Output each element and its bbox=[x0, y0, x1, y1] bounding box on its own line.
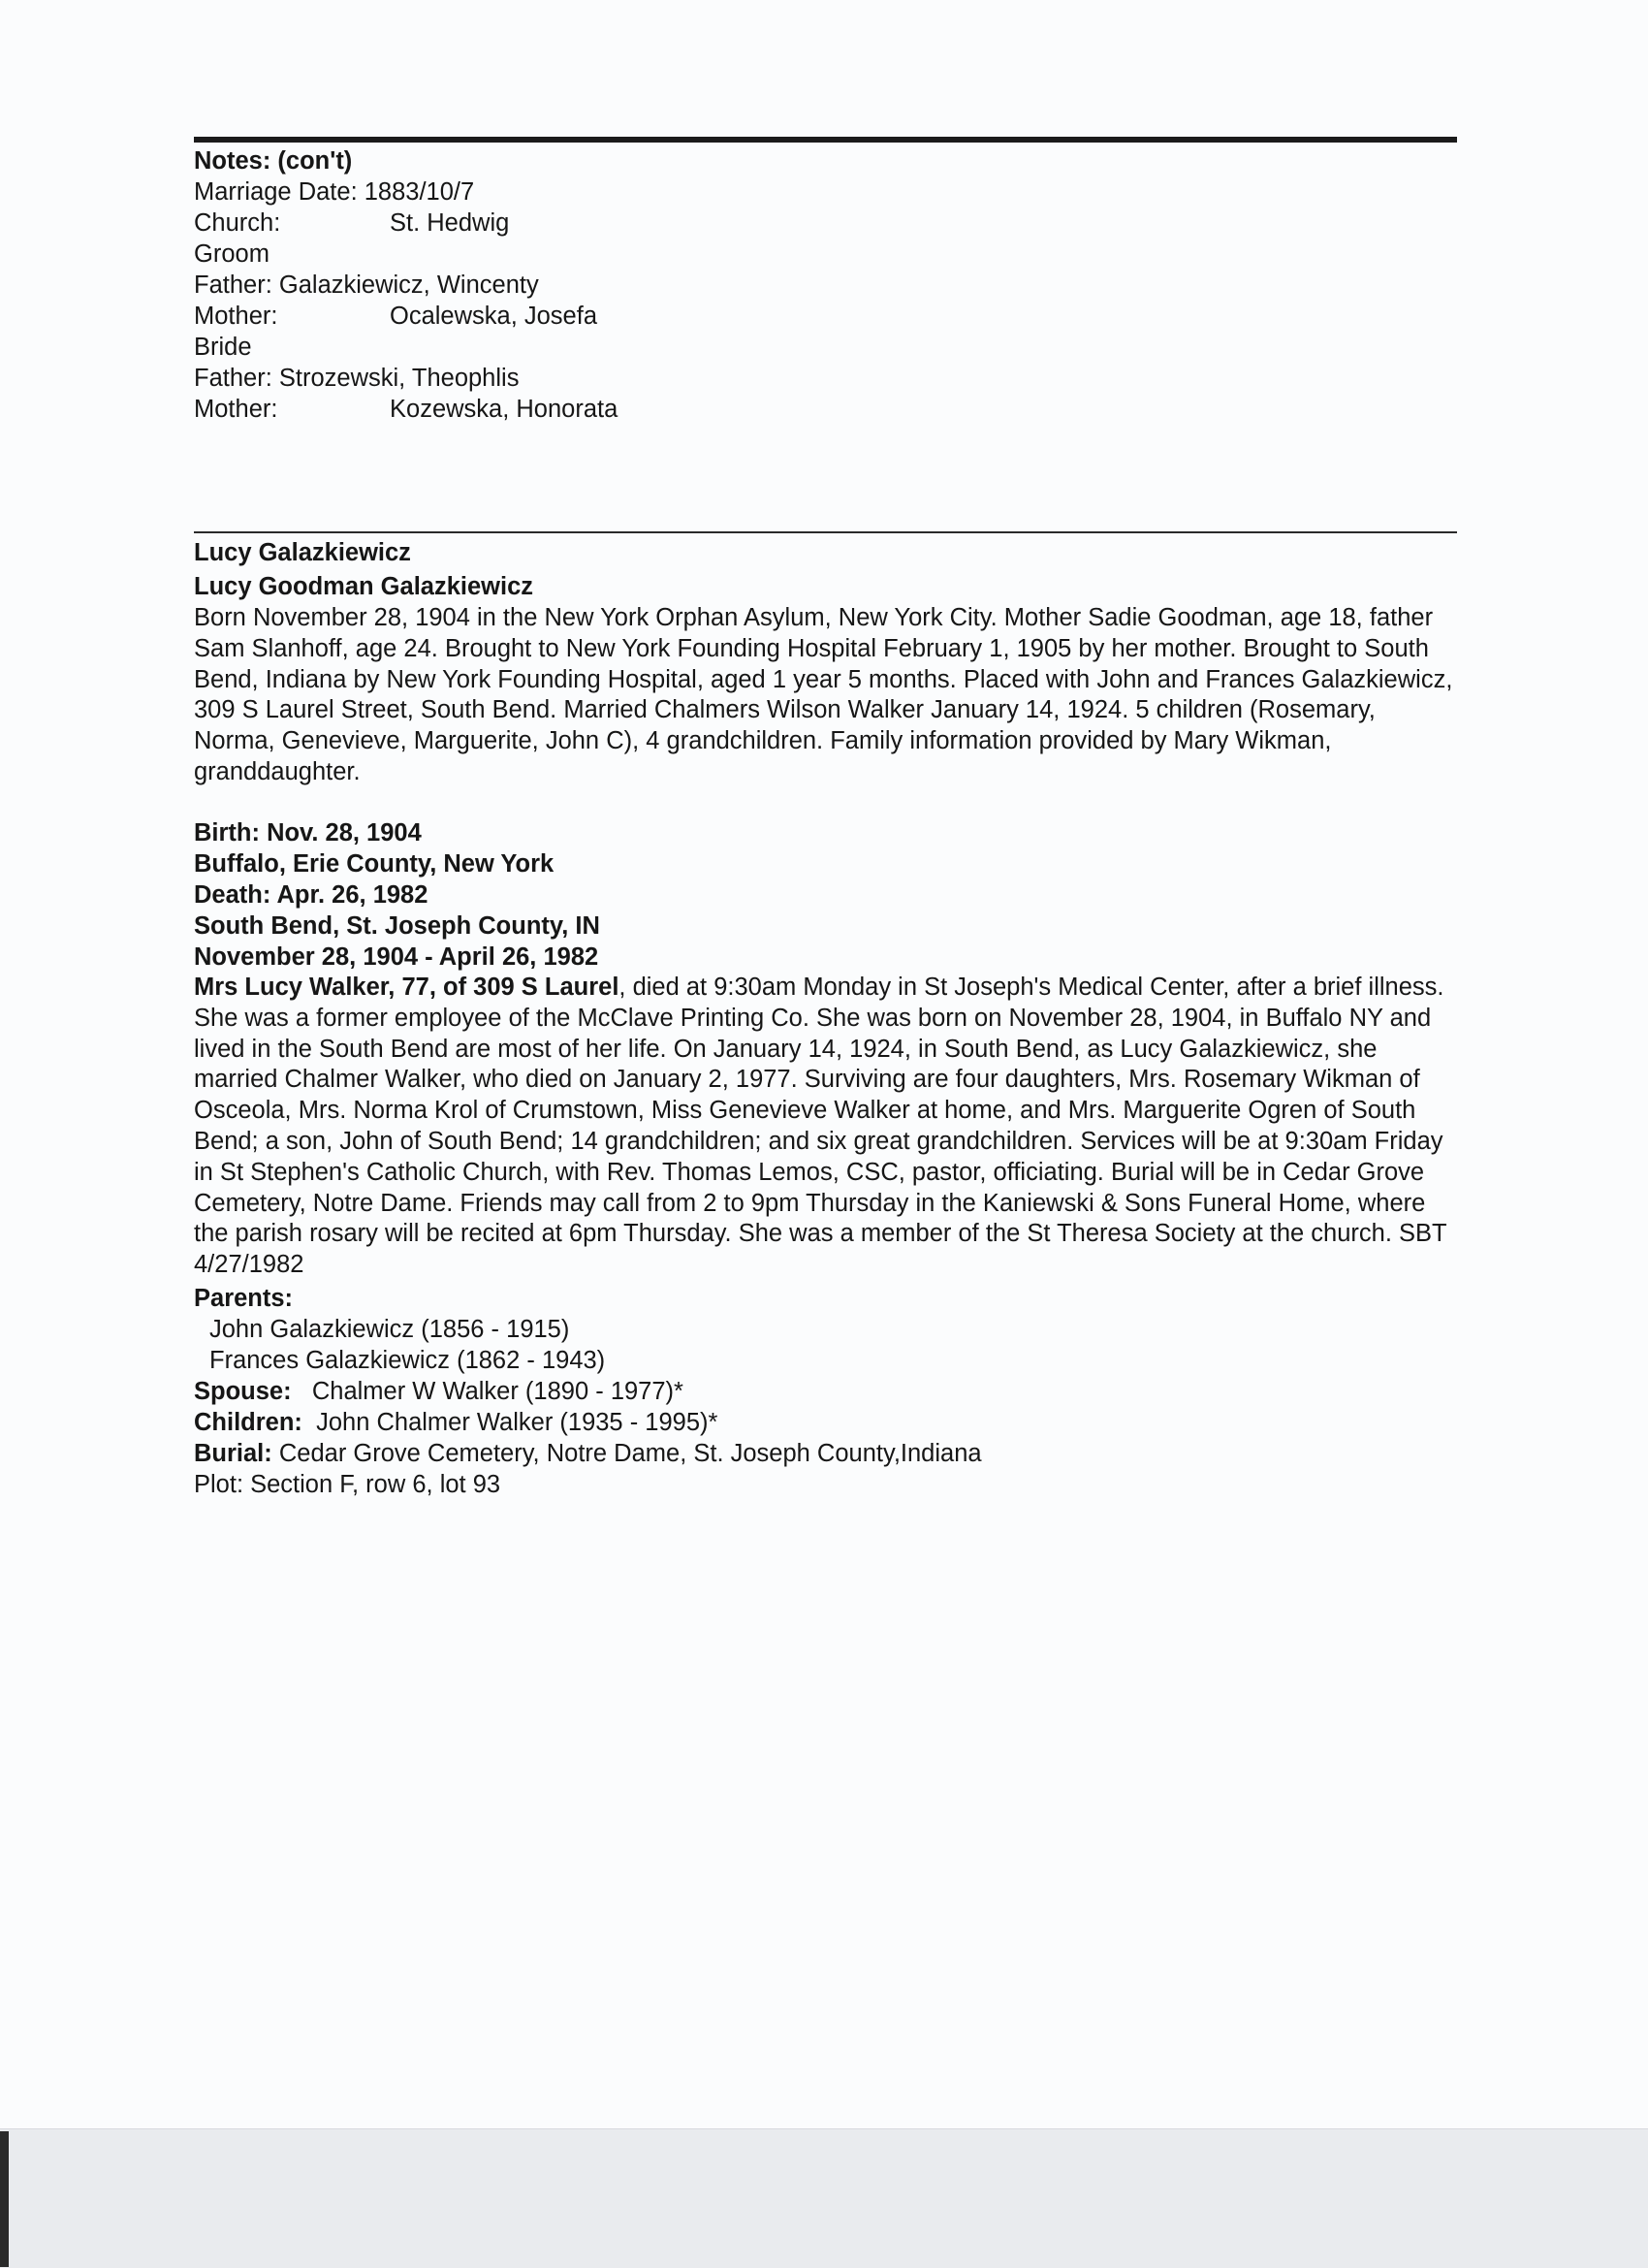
notes-heading: Notes: (con't) bbox=[194, 147, 353, 175]
bride-father-label: Father: bbox=[194, 365, 272, 392]
birth-place: Buffalo, Erie County, New York bbox=[194, 850, 555, 878]
bride-mother-label: Mother: bbox=[194, 396, 278, 423]
burial-row bbox=[194, 1438, 982, 1469]
groom-label: Groom bbox=[194, 240, 269, 268]
plot-line: Plot: Section F, row 6, lot 93 bbox=[194, 1471, 501, 1498]
groom-mother-label: Mother: bbox=[194, 303, 278, 330]
scanner-background bbox=[0, 2128, 1648, 2268]
parent-mother: Frances Galazkiewicz (1862 - 1943) bbox=[209, 1347, 606, 1374]
date-range: November 28, 1904 - April 26, 1982 bbox=[194, 943, 599, 971]
groom-father-row bbox=[194, 270, 539, 301]
obituary-lead: Mrs Lucy Walker, 77, of 309 S Laurel bbox=[194, 974, 619, 1001]
death-line: Death: Apr. 26, 1982 bbox=[194, 881, 428, 909]
obituary-text: , died at 9:30am Monday in St Joseph's Medical Center, after a brief illness. She was a former employee of the McClave Printing Co. She was born on November 28, 1904, in Buffalo NY and lived in the South Bend are most of her life. On January 14, 1924, in South Bend, as Lucy Galazkiewicz, she married Chalmer Walker, who died on January 2, 1977. Surviving are four daughters, Mrs. Rosemary Wikman of Osceola, Mrs. Norma Krol of Crumstown, Miss Genevieve Walker at home, and Mrs. Marguerite Ogren of South Bend; a son, John of South Bend; 14 grandchildren; and six great grandchildren. Services will be at 9:30am Friday in St Stephen's Catholic Church, with Rev. Thomas Lemos, CSC, pastor, officiating. Burial will be in Cedar Grove Cemetery, Notre Dame. Friends may call from 2 to 9pm Thursday in the Kaniewski & Sons Funeral Home, where the parish rosary will be recited at 6pm Thursday. She was a member of the St Theresa Society at the church. SBT 4/27/1982 bbox=[194, 974, 1447, 1279]
parent-father: John Galazkiewicz (1856 - 1915) bbox=[209, 1316, 570, 1343]
section-divider bbox=[194, 531, 1457, 533]
death-place: South Bend, St. Joseph County, IN bbox=[194, 912, 600, 940]
burial-label: Burial: bbox=[194, 1440, 272, 1467]
bride-father-value: Strozewski, Theophlis bbox=[278, 365, 520, 392]
bride-label: Bride bbox=[194, 334, 252, 361]
bride-father-row bbox=[194, 363, 519, 394]
parents-label: Parents: bbox=[194, 1285, 294, 1312]
groom-father-label: Father: bbox=[194, 272, 272, 299]
marriage-date-label: Marriage Date: bbox=[194, 178, 358, 206]
spouse-label: Spouse: bbox=[194, 1378, 292, 1405]
groom-mother-row bbox=[194, 301, 597, 332]
children-label: Children: bbox=[194, 1409, 302, 1436]
groom-father-value: Galazkiewicz, Wincenty bbox=[278, 272, 539, 299]
birth-line: Birth: Nov. 28, 1904 bbox=[194, 819, 422, 847]
children-value: John Chalmer Walker (1935 - 1995)* bbox=[316, 1409, 718, 1436]
bride-mother-value: Kozewska, Honorata bbox=[390, 396, 618, 423]
person-name: Lucy Galazkiewicz bbox=[194, 539, 411, 566]
person-full-name: Lucy Goodman Galazkiewicz bbox=[194, 573, 534, 600]
marriage-date-value: 1883/10/7 bbox=[364, 178, 475, 206]
church-label: Church: bbox=[194, 209, 281, 237]
obituary bbox=[194, 973, 1457, 1281]
groom-mother-value: Ocalewska, Josefa bbox=[390, 303, 598, 330]
spouse-value: Chalmer W Walker (1890 - 1977)* bbox=[311, 1378, 683, 1405]
marriage-date-row bbox=[194, 176, 474, 208]
church-row bbox=[194, 208, 509, 239]
bride-mother-row bbox=[194, 394, 618, 425]
top-divider bbox=[194, 137, 1457, 143]
church-value: St. Hedwig bbox=[390, 209, 510, 237]
person-bio: Born November 28, 1904 in the New York Orphan Asylum, New York City. Mother Sadie Goodman, age 18, father Sam Slanhoff, age 24. Brought to New York Founding Hospital February 1, 1905 by her mother. Brought to South Bend, Indiana by New York Founding Hospital, aged 1 year 5 months. Placed with John and Frances Galazkiewicz, 309 S Laurel Street, South Bend. Married Chalmers Wilson Walker January 14, 1924. 5 children (Rosemary, Norma, Genevieve, Marguerite, John C), 4 grandchildren. Family information provided by Mary Wikman, granddaughter. bbox=[194, 604, 1453, 785]
children-row bbox=[194, 1407, 717, 1438]
burial-value: Cedar Grove Cemetery, Notre Dame, St. Joseph County,Indiana bbox=[278, 1440, 982, 1467]
scanner-edge-shadow bbox=[0, 2131, 9, 2267]
spouse-row bbox=[194, 1376, 683, 1407]
